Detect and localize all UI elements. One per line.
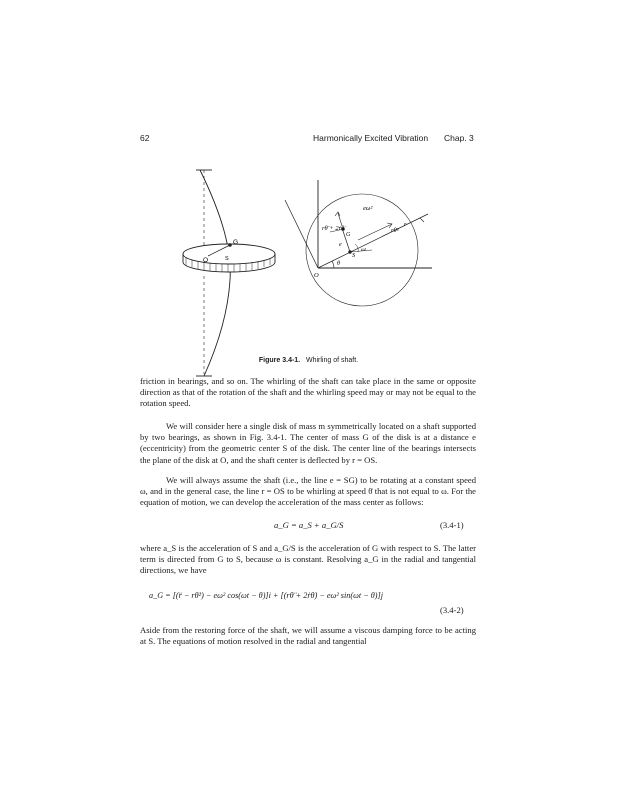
tick-r-axis — [420, 218, 424, 222]
paragraph-4: where a_S is the acceleration of S and a_G/S is the acceleration of G with respect to S. The latter term is directed from G to S, because ω is constant. Resolving a_G in the radial and tangential directions, we have — [140, 543, 476, 576]
label-r: r — [404, 222, 407, 228]
label-omega-t: ωt — [361, 248, 366, 253]
label-o: O — [314, 272, 319, 279]
equation-number-1: (3.4-1) — [440, 520, 464, 530]
left-shaft-diagram — [183, 170, 275, 376]
left-label-g: G — [233, 239, 239, 246]
right-vector-diagram — [285, 180, 432, 306]
arrow-e-omega2-head — [335, 212, 340, 216]
label-g: G — [346, 232, 351, 238]
theta-arc — [332, 261, 334, 268]
paragraph-5: Aside from the restoring force of the shaft, we will assume a viscous damping force to be acting at S. The equations of motion resolved in the radial and tangential — [140, 625, 476, 647]
left-label-s: S — [225, 256, 229, 262]
label-r-theta2: rθ̇² — [391, 227, 399, 234]
paragraph-1: friction in bearings, and so on. The whirling of the shaft can take place in the same or opposite direction as that of the rotation of the shaft and the whirling speed may or may not be equal to the rotation speed. — [140, 376, 476, 409]
label-e: e — [339, 242, 342, 248]
label-theta: θ — [337, 261, 340, 267]
label-e-omega2: eω² — [363, 205, 373, 212]
arrow-r-theta2 — [358, 224, 392, 240]
caption-number: Figure 3.4-1. — [258, 357, 301, 364]
label-r-theta-term: rθ̈ + 2ṙθ̇ — [322, 225, 345, 232]
running-title: Harmonically Excited Vibration — [313, 133, 429, 143]
equation-number-2: (3.4-2) — [440, 605, 464, 615]
paragraph-2: We will consider here a single disk of mass m symmetrically located on a shaft supported by two bearings, as shown in Fig. 3.4-1. The center of mass G of the disk is at a distance e (eccentricity) from the geometric center S of the disk. The center line of the bearings intersects the plane of the disk at O, and the shaft center is deflected by r = OS. — [140, 421, 476, 465]
label-s: S — [352, 252, 356, 259]
left-radial-line — [285, 200, 318, 268]
figure-caption — [0, 357, 617, 364]
bent-shaft — [200, 170, 230, 376]
right-point-s — [349, 251, 352, 254]
left-label-o: O — [203, 257, 209, 264]
omega-t-arc — [355, 244, 358, 252]
equation-3-4-1: a_G = a_S + a_G/S — [274, 520, 344, 530]
equation-3-4-2: a_G = [(r̈ − rθ̇²) − eω² cos(ωt − θ)]i + [(rθ̈ + 2ṙθ̇) − eω² sin(ωt − θ)]j — [149, 591, 383, 600]
disk-top — [183, 244, 275, 264]
chapter-label: Chap. 3 — [444, 133, 474, 143]
paragraph-3: We will always assume the shaft (i.e., the line e = SG) to be rotating at a constant speed ω, and in the general case, the line r = OS to be whirling at speed θ̇ that is not equal to ω. For the equation of motion, we can develop the acceleration of the mass center as follows: — [140, 475, 476, 508]
left-point-g — [229, 244, 232, 247]
caption-text: Whirling of shaft. — [305, 357, 359, 364]
page-number: 62 — [140, 133, 150, 143]
radius-line-r — [318, 214, 428, 268]
